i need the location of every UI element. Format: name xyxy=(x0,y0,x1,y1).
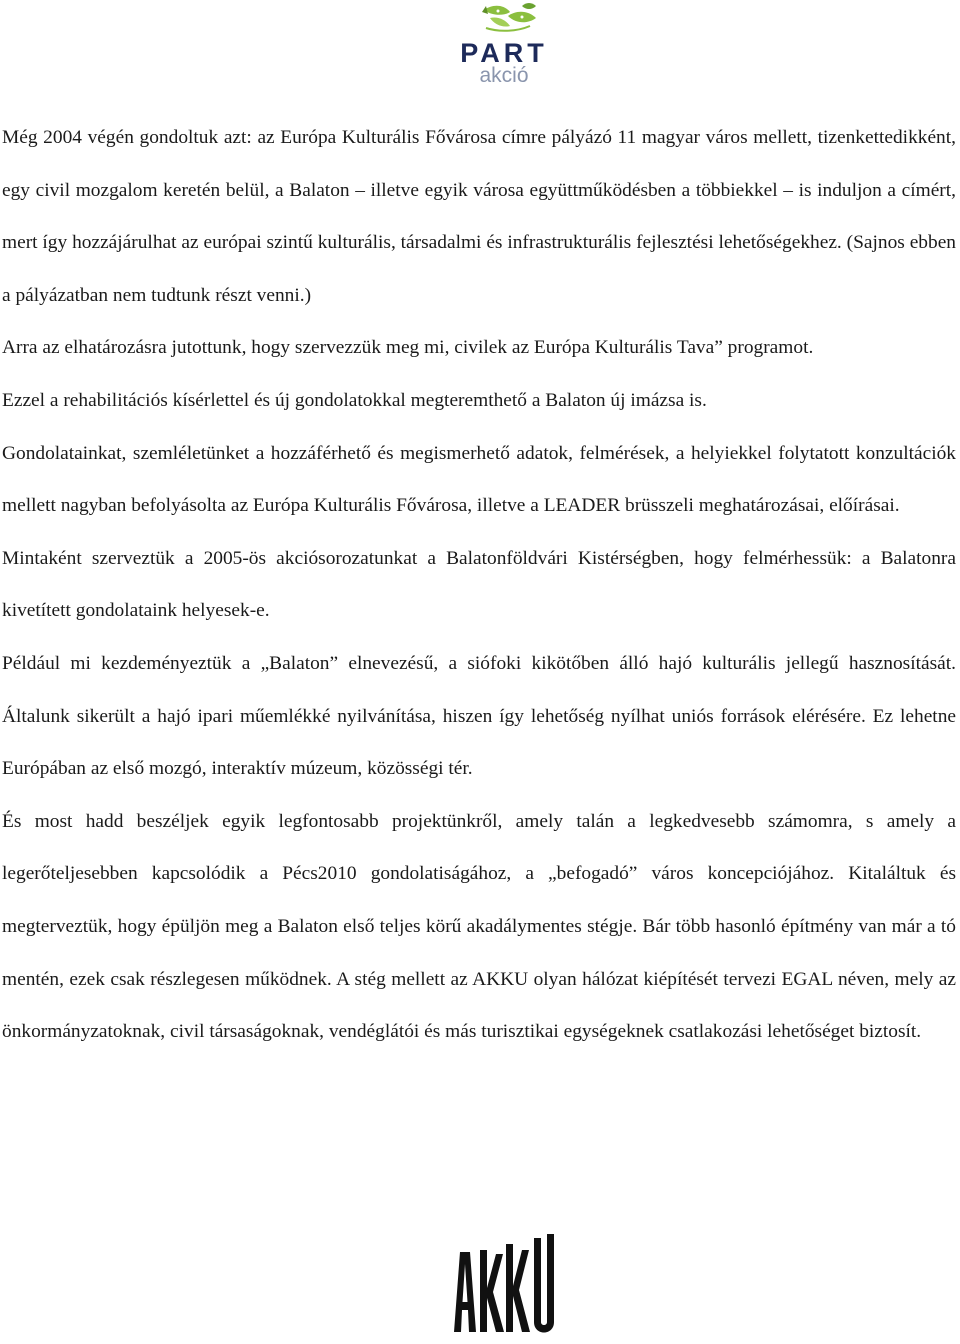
paragraph-2: Arra az elhatározásra jutottunk, hogy szervezzük meg mi, civilek az Európa Kulturális Tava” programot. xyxy=(2,337,814,359)
paragraph-6: Például mi kezdeményeztük a „Balaton” elnevezésű, a siófoki kikötőben álló hajó kulturális jellegű hasznosítását. Általunk sikerült a hajó ipari műemlékké nyilvánítása, hiszen így lehetőség nyílhat uniós források elérésére. Ez lehetne Európában az első mozgó, interaktív múzeum, közösségi tér. xyxy=(2,652,956,780)
paragraph-3: Ezzel a rehabilitációs kísérlettel és új gondolatokkal megteremthető a Balaton új imázsa is. xyxy=(2,389,707,411)
logo-akcio-subtitle: akció xyxy=(479,64,529,87)
paragraph-7: És most hadd beszéljek egyik legfontosabb projektünkről, amely talán a legkedvesebb számomra, s amely a legerőteljesebben kapcsolódik a Pécs2010 gondolatiságához, a „befogadó” város koncepciójához. Kitaláltuk és megterveztük, hogy épüljön meg a Balaton első teljes körű akadálymentes stégje. Bár több hasonló építmény van már a tó mentén, ezek csak részlegesen működnek. A stég mellett az AKKU olyan hálózat kiépítését tervezi EGAL néven, mely az önkormányzatoknak, civil társaságoknak, vendéglátói és más turisztikai egységeknek csatlakozási lehetőséget biztosít. xyxy=(2,810,956,1043)
akku-logo-icon xyxy=(444,1214,564,1339)
leaf-fish-logo-icon xyxy=(446,2,562,42)
paragraph-4: Gondolatainkat, szemléletünket a hozzáférhető és megismerhető adatok, felmérések, a helyiekkel folytatott konzultációk mellett nagyban befolyásolta az Európa Kulturális Fővárosa, illetve a LEADER brüsszeli meghatározásai, előírásai. xyxy=(2,442,956,517)
logo-part-wordmark: PART xyxy=(460,38,548,68)
paragraph-5: Mintaként szerveztük a 2005-ös akciósorozatunkat a Balatonföldvári Kistérségben, hogy felmérhessük: a Balatonra kivetített gondolataink helyesek-e. xyxy=(2,547,956,622)
paragraph-1: Még 2004 végén gondoltuk azt: az Európa Kulturális Fővárosa címre pályázó 11 magyar város mellett, tizenkettedikként, egy civil mozgalom keretén belül, a Balaton – illetve egyik városa együttműködésben a többiekkel – is induljon a címért, mert így hozzájárulhat az európai szintű kulturális, társadalmi és infrastrukturális fejlesztési lehetőségekhez. (Sajnos ebben a pályázatban nem tudtunk részt venni.) xyxy=(2,127,956,306)
document-body xyxy=(2,112,956,1059)
part-akcio-logo xyxy=(446,2,562,88)
akku-logo xyxy=(444,1214,564,1339)
